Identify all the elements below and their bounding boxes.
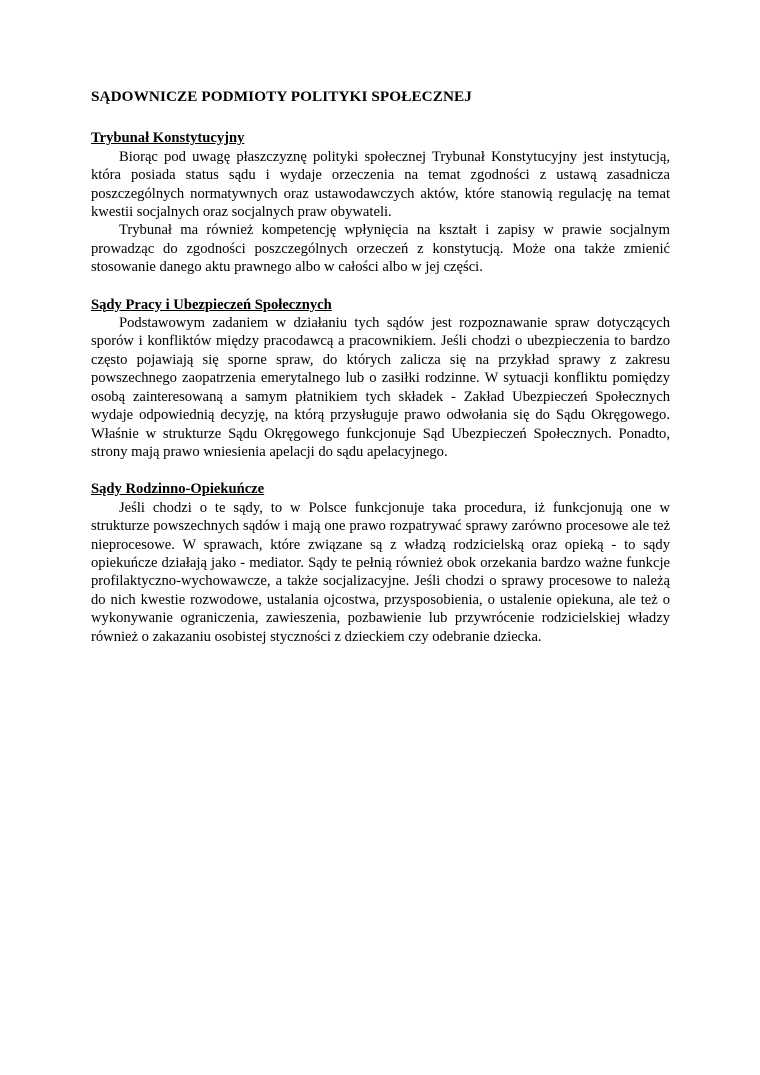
section-sady-rodzinno-opiekuncze [91, 480, 670, 646]
paragraph: Jeśli chodzi o te sądy, to w Polsce funkcjonuje taka procedura, iż funkcjonują one w strukturze powszechnych sądów i mają one prawo rozpatrywać sprawy zarówno procesowe ale też nieprocesowe. W sprawach, które związane są z władzą rodzicielską oraz opieką - to sądy opiekuńcze działają jako - mediator. Sądy te pełnią również obok orzekania bardzo ważne funkcje profilaktyczno-wychowawcze, a także socjalizacyjne. Jeśli chodzi o sprawy procesowe to należą do nich kwestie rozwodowe, ustalania ojcostwa, przysposobienia, o ustalenie opiekuna, ale też o wykonywanie ograniczenia, zawieszenia, pozbawienie lub przywrócenie rodzicielskiej władzy również o zakazaniu osobistej styczności z dzieckiem czy odebranie dziecka. [91, 499, 670, 645]
document-body [91, 88, 670, 665]
paragraph: Podstawowym zadaniem w działaniu tych sądów jest rozpoznawanie spraw dotyczących sporów i konfliktów między pracodawcą a pracownikiem. Jeśli chodzi o ubezpieczenia to bardzo często pojawiają się sporne spraw, do których zalicza się na przykład sprawy z zakresu powszechnego zaopatrzenia emerytalnego lub o zasiłki rodzinne. W sytuacji konfliktu pomiędzy osobą zainteresowaną a samym płatnikiem tych składek - Zakład Ubezpieczeń Społecznych wydaje odpowiednią decyzję, na którą przysługuje prawo odwołania się do Sądu Okręgowego. Właśnie w strukturze Sądu Okręgowego funkcjonuje Sąd Ubezpieczeń Społecznych. Ponadto, strony mają prawo wniesienia apelacji do sądu apelacyjnego. [91, 315, 670, 460]
section-heading: Sądy Rodzinno-Opiekuńcze [91, 481, 265, 498]
section-heading: Sądy Pracy i Ubezpieczeń Społecznych [91, 296, 332, 313]
section-trybunal-konstytucyjny [91, 129, 670, 276]
document-title: SĄDOWNICZE PODMIOTY POLITYKI SPOŁECZNEJ [91, 88, 472, 105]
paragraph: Biorąc pod uwagę płaszczyznę polityki społecznej Trybunał Konstytucyjny jest instytucją, która posiada status sądu i wydaje orzeczenia na temat zgodności z ustawą zasadnicza poszczególnych normatywnych oraz ustawodawczych aktów, które stanowią regulację na temat kwestii socjalnych oraz socjalnych praw obywateli. [91, 148, 670, 221]
section-sady-pracy [91, 296, 670, 462]
paragraph: Trybunał ma również kompetencję wpłynięcia na kształt i zapisy w prawie socjalnym prowadząc do zgodności poszczególnych orzeczeń z konstytucją. Może ona także zmienić stosowanie danego aktu prawnego albo w całości albo w jej części. [91, 222, 670, 276]
section-heading: Trybunał Konstytucyjny [91, 130, 245, 147]
